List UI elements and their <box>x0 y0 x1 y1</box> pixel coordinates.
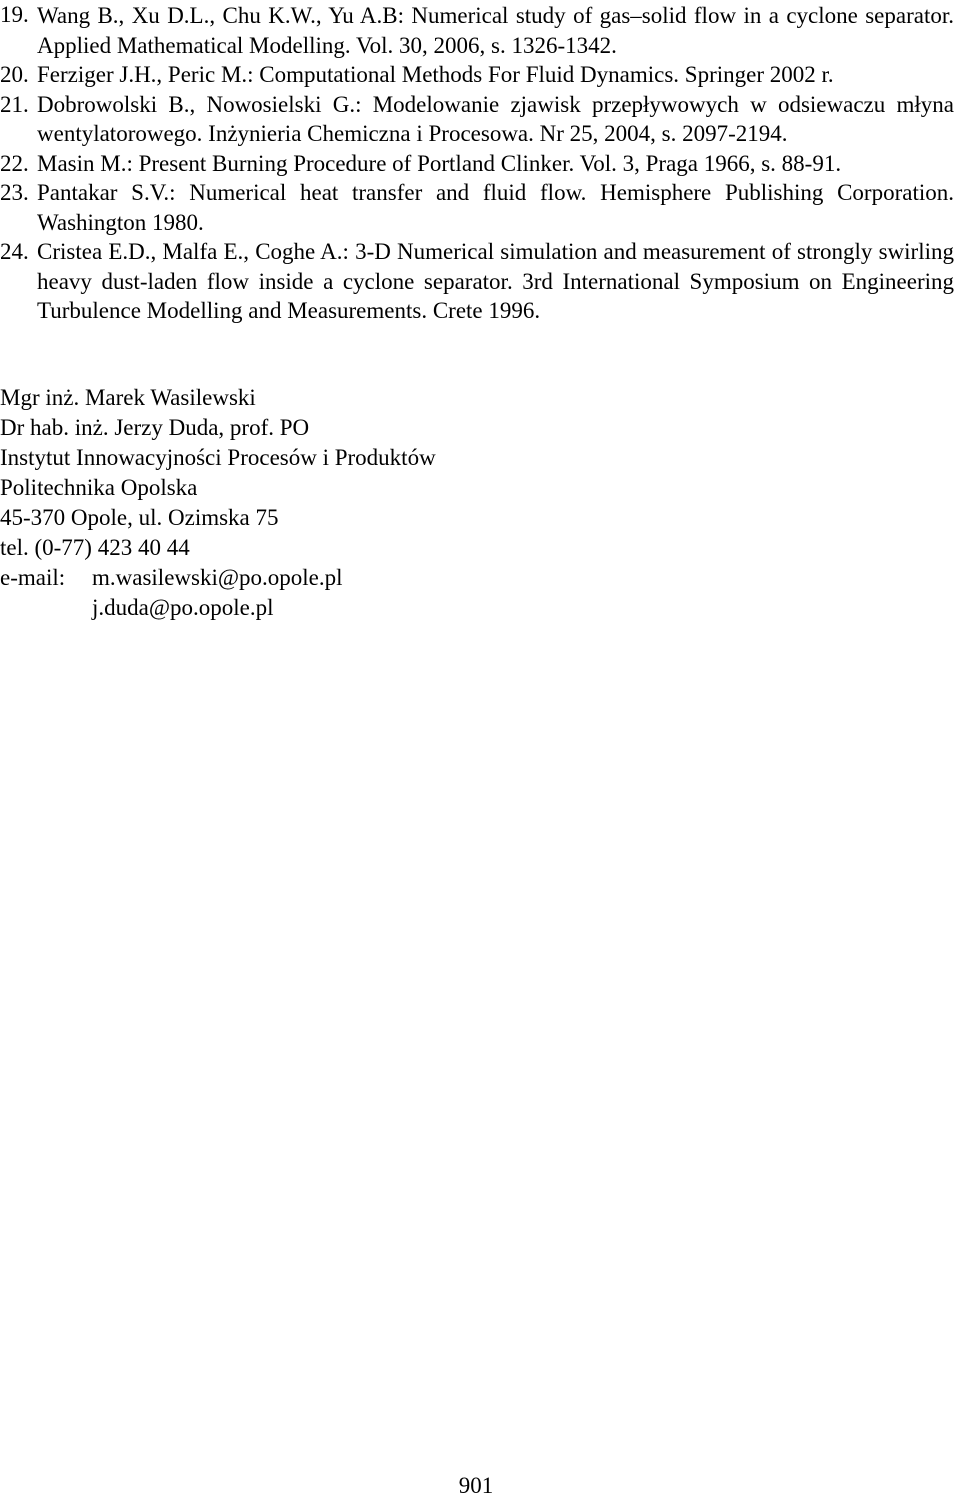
reference-item-21 <box>0 90 960 149</box>
reference-text: Dobrowolski B., Nowosielski G.: Modelowanie zjawisk przepływowych w odsiewaczu młyna wentylatorowego. Inżynieria Chemiczna i Procesowa. Nr 25, 2004, s. 2097-2194. <box>37 91 954 146</box>
email-label: e-mail: <box>0 565 66 590</box>
reference-item-23 <box>0 178 960 237</box>
reference-number: 21. <box>0 91 29 117</box>
email-row-2 <box>0 593 436 623</box>
university-name: Politechnika Opolska <box>0 475 198 500</box>
reference-number: 23. <box>0 180 29 205</box>
reference-text: Wang B., Xu D.L., Chu K.W., Yu A.B: Numerical study of gas–solid flow in a cyclone separator. Applied Mathematical Modelling. Vol. 30, 2006, s. 1326-1342. <box>37 3 954 58</box>
postal-address: 45-370 Opole, ul. Ozimska 75 <box>0 505 279 530</box>
phone-number: tel. (0-77) 423 40 44 <box>0 535 190 560</box>
reference-list <box>0 0 960 326</box>
author-1: Mgr inż. Marek Wasilewski <box>0 385 256 410</box>
reference-number: 20. <box>0 62 29 87</box>
reference-text: Ferziger J.H., Peric M.: Computational Methods For Fluid Dynamics. Springer 2002 r. <box>37 62 834 87</box>
reference-text: Pantakar S.V.: Numerical heat transfer and fluid flow. Hemisphere Publishing Corporation. Washington 1980. <box>37 180 954 235</box>
reference-text: Masin M.: Present Burning Procedure of Portland Clinker. Vol. 3, Praga 1966, s. 88-91. <box>37 150 842 176</box>
author-info <box>0 383 436 623</box>
reference-item-24 <box>0 237 960 326</box>
email-link-duda[interactable]: j.duda@po.opole.pl <box>92 595 274 620</box>
email-row <box>0 563 436 593</box>
reference-item-20 <box>0 60 960 90</box>
reference-number: 24. <box>0 239 29 264</box>
reference-text: Cristea E.D., Malfa E., Coghe A.: 3-D Numerical simulation and measurement of strongly swirling heavy dust-laden flow inside a cyclone separator. 3rd International Symposium on Engineering Turbulence Modelling and Measurements. Crete 1996. <box>37 239 954 323</box>
reference-number: 19. <box>0 2 29 27</box>
institute-name: Instytut Innowacyjności Procesów i Produktów <box>0 445 436 470</box>
page-number-text: 901 <box>458 1473 494 1498</box>
author-2: Dr hab. inż. Jerzy Duda, prof. PO <box>0 415 310 440</box>
email-link-wasilewski[interactable]: m.wasilewski@po.opole.pl <box>92 565 343 590</box>
reference-number: 22. <box>0 150 29 176</box>
reference-item-19 <box>0 0 960 60</box>
reference-item-22 <box>0 149 960 179</box>
